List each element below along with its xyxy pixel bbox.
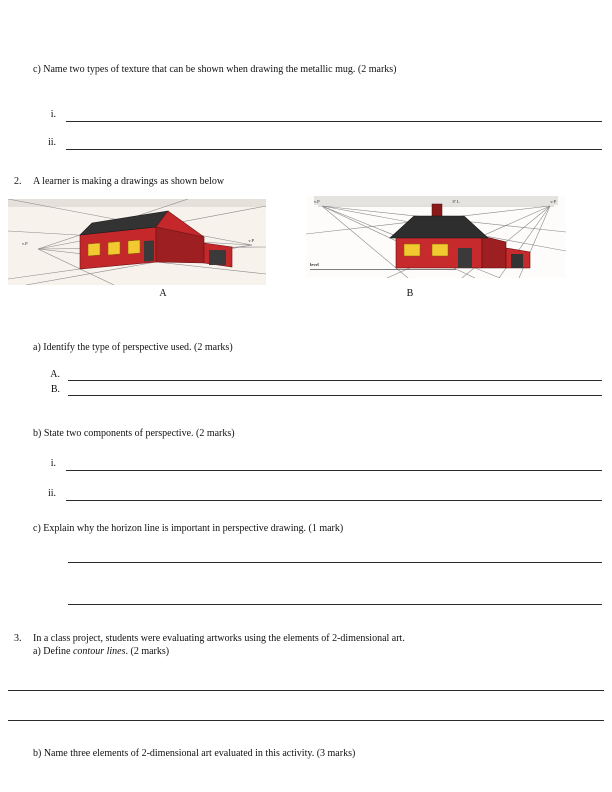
question-2c-label: c) Explain why the horizon line is important in perspective drawing. (1 mark) xyxy=(33,523,344,534)
item-label-ii: ii. xyxy=(47,488,56,499)
figure-a-scan-band xyxy=(8,199,266,207)
house-side-face xyxy=(482,236,506,268)
question-3a-label xyxy=(33,646,169,657)
garage-opening xyxy=(511,254,523,268)
question-c-mug-label: c) Name two types of texture that can be shown when drawing the metallic mug. (2 marks) xyxy=(33,64,397,75)
question-3-number: 3. xyxy=(14,633,22,644)
item-label-i: i. xyxy=(50,458,56,469)
question-3-text: In a class project, students were evaluating artworks using the elements of 2-dimensional art. xyxy=(33,633,405,644)
figure-a-svg xyxy=(8,199,266,285)
figure-b-scan-band xyxy=(314,196,558,205)
level-label: level xyxy=(310,262,319,267)
answer-line xyxy=(8,720,604,721)
item-label-ii: ii. xyxy=(47,137,56,148)
figure-b-perspective-drawing xyxy=(306,196,566,278)
question-2a-label: a) Identify the type of perspective used. (2 marks) xyxy=(33,342,233,353)
question-2b-label: b) State two components of perspective. (2 marks) xyxy=(33,428,235,439)
vanishing-point-left-label: v.P xyxy=(22,241,28,246)
answer-line xyxy=(66,121,602,122)
item-label-i: i. xyxy=(50,109,56,120)
item-label-A: A. xyxy=(50,369,60,380)
figure-a-caption: A xyxy=(159,288,167,299)
answer-line xyxy=(68,604,602,605)
window xyxy=(88,243,100,256)
window xyxy=(128,240,140,254)
figure-a-perspective-drawing xyxy=(8,199,266,285)
answer-line xyxy=(68,562,602,563)
answer-line xyxy=(66,470,602,471)
item-label-B: B. xyxy=(50,384,60,395)
vanishing-point-right-label: v.P xyxy=(248,238,254,243)
vanishing-point-right-label: v.P xyxy=(550,199,556,204)
figure-b-caption: B xyxy=(406,288,414,299)
answer-line xyxy=(66,500,602,501)
answer-line xyxy=(8,690,604,691)
question-3a-suffix: . (2 marks) xyxy=(125,646,170,657)
window xyxy=(432,244,448,256)
window xyxy=(108,242,120,256)
question-2-number: 2. xyxy=(14,176,22,187)
figure-b-svg xyxy=(306,196,566,278)
vanishing-point-left-label: v.P xyxy=(314,199,320,204)
question-2-text: A learner is making a drawings as shown below xyxy=(33,176,225,187)
figure-b-top-label: 8' L xyxy=(452,199,460,204)
question-3a-italic-term: contour lines xyxy=(72,646,126,657)
answer-line xyxy=(68,395,602,396)
window xyxy=(404,244,420,256)
answer-line xyxy=(66,149,602,150)
door xyxy=(144,241,154,262)
door xyxy=(458,248,472,268)
garage-opening xyxy=(209,250,226,265)
answer-line xyxy=(68,380,602,381)
question-3b-label: b) Name three elements of 2-dimensional art evaluated in this activity. (3 marks) xyxy=(33,748,356,759)
question-3a-prefix: a) Define xyxy=(33,646,73,657)
